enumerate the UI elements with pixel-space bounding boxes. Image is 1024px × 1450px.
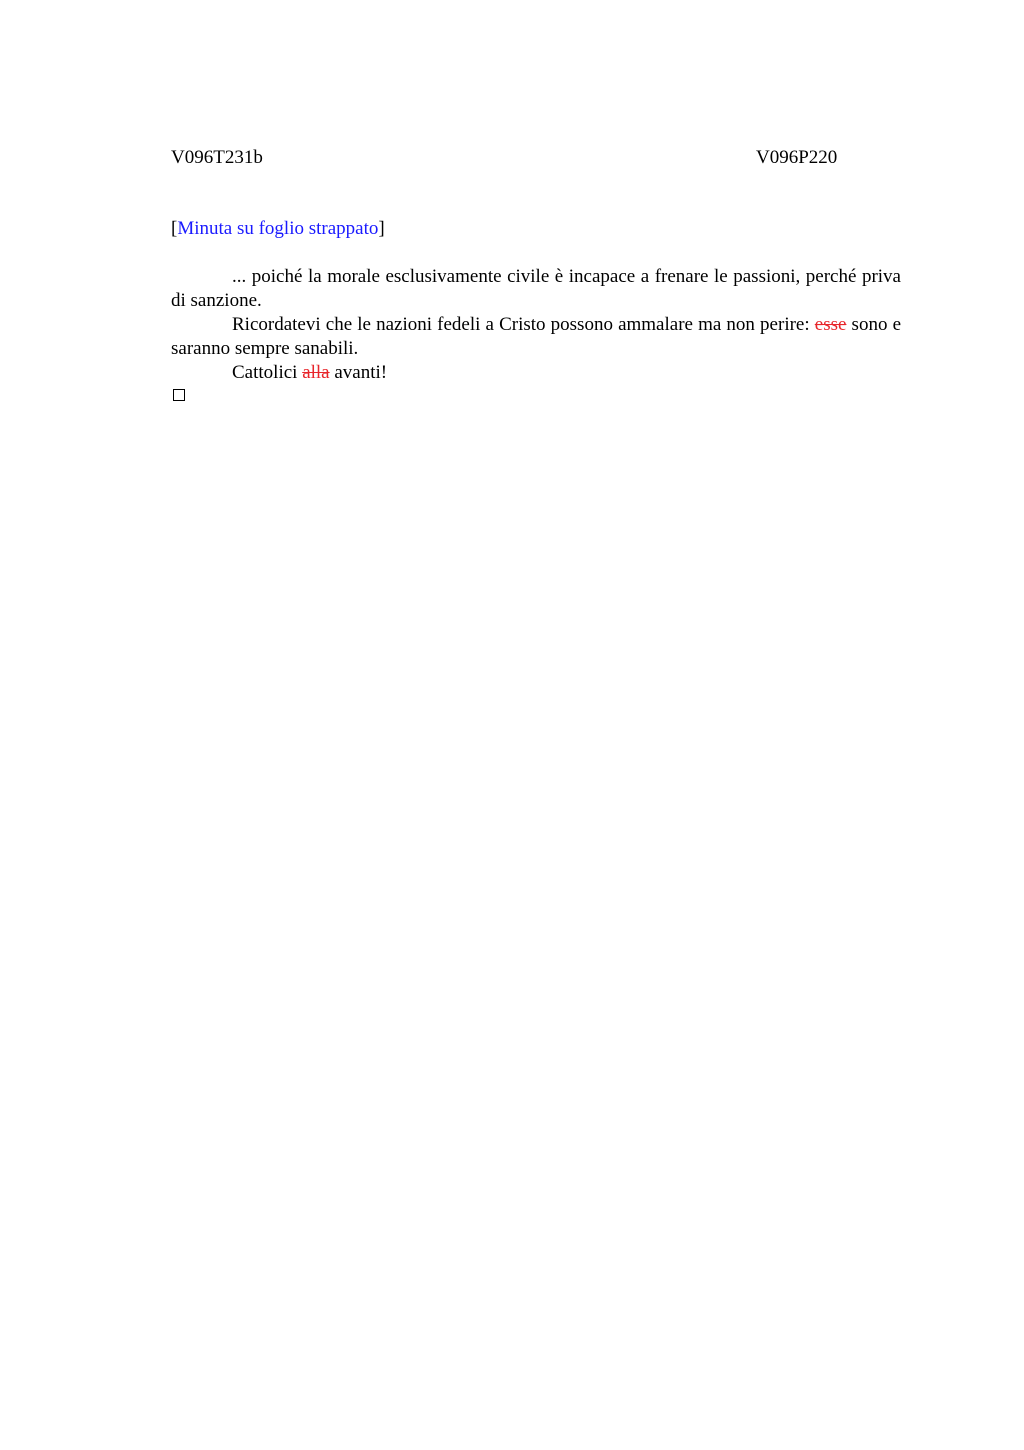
paragraph-1 xyxy=(171,265,901,313)
document-code-left: V096T231b xyxy=(171,147,263,168)
note-open-bracket: [ xyxy=(171,218,178,239)
document-body xyxy=(171,265,901,385)
paragraph-2-deleted-word: esse xyxy=(814,314,847,335)
note-close-bracket: ] xyxy=(378,218,385,239)
paragraph-2-text-before: Ricordatevi che le nazioni fedeli a Cristo possono ammalare ma non perire: xyxy=(232,314,815,335)
paragraph-3 xyxy=(171,361,901,385)
paragraph-2 xyxy=(171,313,901,361)
paragraph-3-text-before: Cattolici xyxy=(232,362,303,383)
note-text: Minuta su foglio strappato xyxy=(177,218,379,239)
editorial-note xyxy=(171,217,385,241)
end-marker-box-icon xyxy=(173,389,185,401)
document-code-right: V096P220 xyxy=(756,147,838,168)
paragraph-1-text: ... poiché la morale esclusivamente civile è incapace a frenare le passioni, perché priva di sanzione. xyxy=(171,266,901,311)
paragraph-3-text-after: avanti! xyxy=(329,362,388,383)
paragraph-2-text-after: sono e saranno sempre sanabili. xyxy=(171,314,902,359)
paragraph-3-deleted-word: alla xyxy=(302,362,330,383)
